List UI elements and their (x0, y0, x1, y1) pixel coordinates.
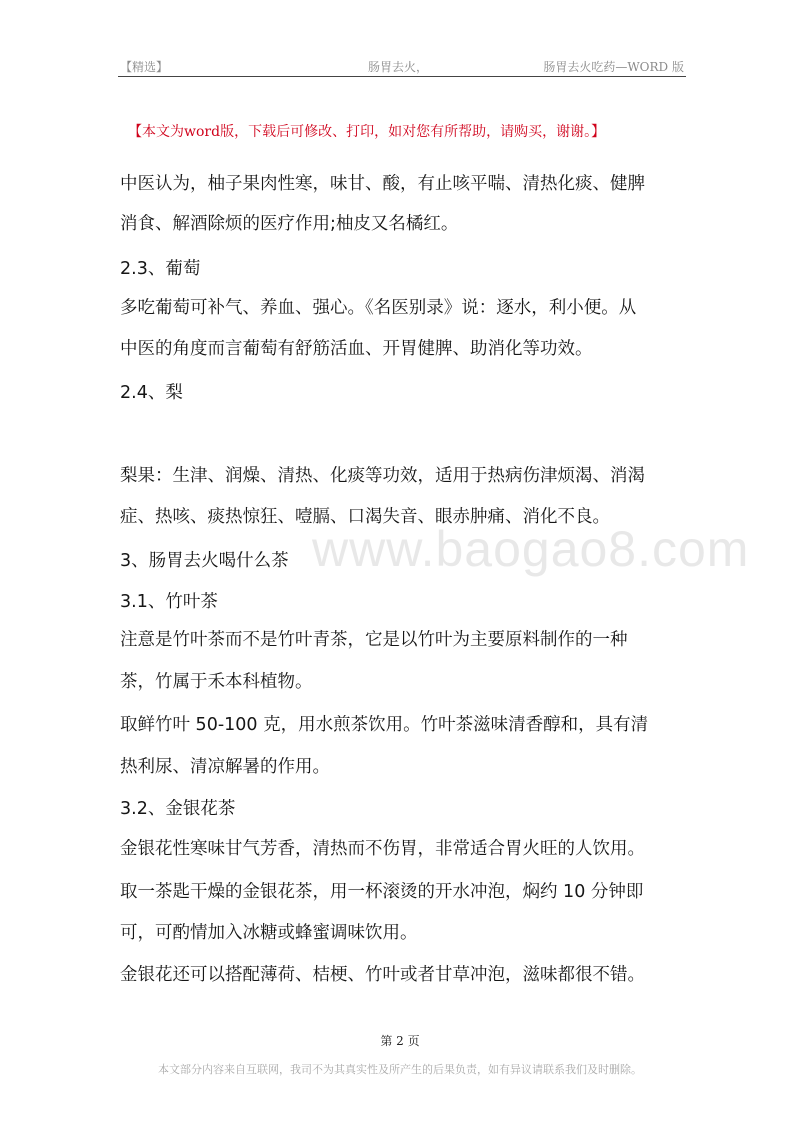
paragraph-line: 茶，竹属于禾本科植物。 (120, 672, 313, 692)
page-footer-disclaimer: 本文部分内容来自互联网，我司不为其真实性及所产生的后果负责，如有异议请联系我们及时删除。 (158, 1063, 642, 1076)
editable-notice: 【本文为word版，下载后可修改、打印，如对您有所帮助，请购买，谢谢。】 (128, 124, 606, 140)
header-right-text: 肠胃去火吃药—WORD 版 (543, 60, 684, 74)
section-heading: 2.4、梨 (120, 383, 183, 403)
paragraph-line: 热利尿、清凉解暑的作用。 (120, 757, 330, 777)
paragraph-line: 取鲜竹叶 50-100 克，用水煎茶饮用。竹叶茶滋味清香醇和，具有清 (120, 715, 649, 735)
header-center-text: 肠胃去火， (368, 60, 429, 74)
paragraph-line: 梨果：生津、润燥、清热、化痰等功效，适用于热病伤津烦渴、消渴 (120, 466, 645, 486)
header-left-text: 【精选】 (120, 60, 169, 74)
paragraph-line: 金银花还可以搭配薄荷、桔梗、竹叶或者甘草冲泡，滋味都很不错。 (120, 965, 645, 985)
section-heading: 3.2、金银花茶 (120, 799, 236, 819)
page-header (118, 52, 686, 77)
paragraph-line: 症、热咳、痰热惊狂、噎膈、口渴失音、眼赤肿痛、消化不良。 (120, 507, 610, 527)
paragraph-line: 注意是竹叶茶而不是竹叶青茶，它是以竹叶为主要原料制作的一种 (120, 630, 628, 650)
paragraph-line: 取一茶匙干燥的金银花茶，用一杯滚烫的开水冲泡，焖约 10 分钟即 (120, 882, 644, 902)
paragraph-line: 消食、解酒除烦的医疗作用;柚皮又名橘红。 (120, 214, 459, 234)
paragraph-line: 金银花性寒味甘气芳香，清热而不伤胃，非常适合胃火旺的人饮用。 (120, 839, 645, 859)
paragraph-line: 多吃葡萄可补气、养血、强心。《名医别录》说：逐水，利小便。从 (120, 298, 637, 318)
section-heading: 3.1、竹叶茶 (120, 592, 218, 612)
paragraph-line: 中医的角度而言葡萄有舒筋活血、开胃健脾、助消化等功效。 (120, 339, 593, 359)
section-heading: 3、肠胃去火喝什么茶 (120, 551, 289, 571)
section-heading: 2.3、葡萄 (120, 259, 201, 279)
page-number: 第 2 页 (380, 1034, 420, 1048)
watermark: www.baogao8.com (312, 521, 750, 577)
paragraph-line: 中医认为，柚子果肉性寒，味甘、酸，有止咳平喘、清热化痰、健脾 (120, 174, 645, 194)
paragraph-line: 可，可酌情加入冰糖或蜂蜜调味饮用。 (120, 923, 418, 943)
